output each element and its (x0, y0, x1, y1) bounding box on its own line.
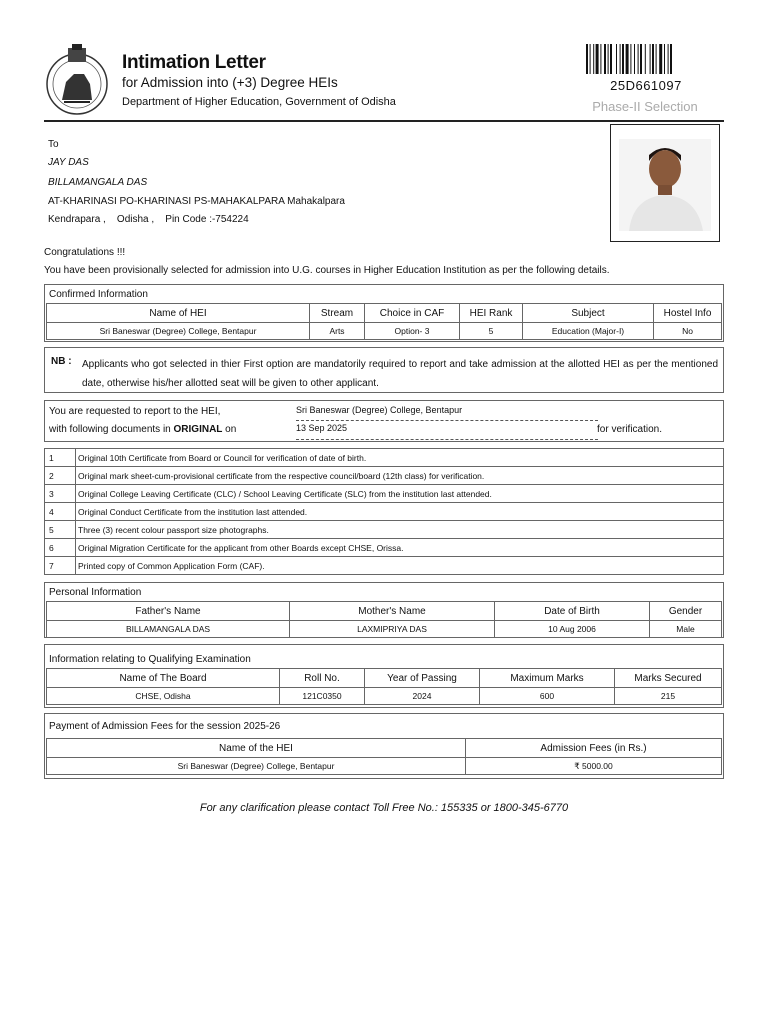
candidate-photo (610, 124, 720, 242)
report-suffix: for verification. (597, 424, 663, 435)
barcode-bar (610, 44, 612, 74)
doc-text: Three (3) recent colour passport size photographs. (76, 521, 724, 539)
col-header: Name of The Board (47, 669, 280, 688)
personal-info-section (44, 582, 724, 638)
table-row (47, 688, 722, 705)
table-row (45, 557, 724, 575)
table-cell: CHSE, Odisha (47, 688, 280, 705)
table-cell: Sri Baneswar (Degree) College, Bentapur (47, 758, 466, 775)
barcode-bar (645, 44, 646, 74)
barcode-bar (626, 44, 629, 74)
header-divider (44, 120, 724, 122)
documents-table (44, 448, 724, 575)
report-line-1: You are requested to report to the HEI, (49, 406, 221, 417)
nb-text: Applicants who got selected in thier First option are mandatorily required to report and take admission at the allotted HEI as per the mentioned date, otherwise his/her allotted seat will be given to other applicant. (82, 359, 718, 389)
col-header: Mother's Name (290, 602, 495, 621)
table-cell: Male (650, 621, 722, 638)
doc-text: Printed copy of Common Application Form (CAF). (76, 557, 724, 575)
odisha-emblem (44, 44, 110, 116)
section-title: Information relating to Qualifying Examination (49, 654, 251, 665)
barcode-bar (600, 44, 601, 74)
col-header: Admission Fees (in Rs.) (466, 739, 722, 758)
barcode-bar (620, 44, 621, 74)
table-row (47, 621, 722, 638)
doc-text: Original mark sheet-cum-provisional certificate from the respective council/board (12th class) for verification. (76, 467, 724, 485)
barcode-bar (622, 44, 624, 74)
col-header: Maximum Marks (480, 669, 615, 688)
doc-number: 1 (45, 449, 76, 467)
recipient-guardian: BILLAMANGALA DAS (48, 177, 148, 188)
doc-number: 3 (45, 485, 76, 503)
section-title: Confirmed Information (49, 289, 148, 300)
table-row (45, 467, 724, 485)
table-row (45, 521, 724, 539)
barcode-bar (590, 44, 591, 74)
table-cell: LAXMIPRIYA DAS (290, 621, 495, 638)
table-row (45, 449, 724, 467)
barcode-bar (652, 44, 654, 74)
report-instructions (44, 400, 724, 442)
doc-number: 7 (45, 557, 76, 575)
col-header: Name of the HEI (47, 739, 466, 758)
application-number: 25D661097 (610, 78, 682, 93)
table-cell: Option- 3 (365, 323, 460, 340)
table-cell: Arts (310, 323, 365, 340)
barcode-bar (586, 44, 588, 74)
barcode-bar (608, 44, 609, 74)
confirmed-info-table (46, 303, 722, 340)
barcode-bar (640, 44, 642, 74)
nb-label: NB : (51, 356, 72, 367)
barcode-bar (664, 44, 665, 74)
report-date: 13 Sep 2025 (296, 423, 598, 440)
phase-label: Phase-II Selection (592, 99, 698, 114)
qualifying-info-section (44, 644, 724, 708)
doc-number: 5 (45, 521, 76, 539)
confirmed-info-section (44, 284, 724, 342)
table-cell: 2024 (365, 688, 480, 705)
department-name: Department of Higher Education, Government of Odisha (122, 96, 396, 108)
col-header: Stream (310, 304, 365, 323)
barcode-bar (668, 44, 669, 74)
table-cell: No (654, 323, 722, 340)
barcode-bar (616, 44, 617, 74)
barcode-bar (659, 44, 662, 74)
table-row (47, 323, 722, 340)
nb-notice (44, 347, 724, 393)
table-row (45, 539, 724, 557)
doc-text: Original Conduct Certificate from the institution last attended. (76, 503, 724, 521)
contact-footer: For any clarification please contact Toll Free No.: 155335 or 1800-345-6770 (199, 802, 569, 814)
personal-info-table (46, 601, 722, 638)
table-row (47, 758, 722, 775)
report-line-2: with following documents in ORIGINAL on (49, 424, 237, 435)
doc-number: 2 (45, 467, 76, 485)
col-header: Year of Passing (365, 669, 480, 688)
table-cell: BILLAMANGALA DAS (47, 621, 290, 638)
table-row (45, 485, 724, 503)
payment-info-table (46, 738, 722, 775)
col-header: Hostel Info (654, 304, 722, 323)
col-header: Roll No. (280, 669, 365, 688)
table-cell: Sri Baneswar (Degree) College, Bentapur (47, 323, 310, 340)
barcode-bar (593, 44, 594, 74)
payment-info-section (44, 713, 724, 779)
table-row (45, 503, 724, 521)
barcode-bar (656, 44, 657, 74)
barcode-bar (638, 44, 639, 74)
col-header: Gender (650, 602, 722, 621)
doc-number: 4 (45, 503, 76, 521)
table-cell: 5 (460, 323, 523, 340)
col-header: HEI Rank (460, 304, 523, 323)
col-header: Marks Secured (615, 669, 722, 688)
table-cell: 600 (480, 688, 615, 705)
col-header: Father's Name (47, 602, 290, 621)
address-line-1: AT-KHARINASI PO-KHARINASI PS-MAHAKALPARA Mahakalpara (48, 196, 345, 207)
barcode-bar (630, 44, 631, 74)
table-cell: 121C0350 (280, 688, 365, 705)
col-header: Choice in CAF (365, 304, 460, 323)
barcode-bar (634, 44, 635, 74)
section-title: Personal Information (49, 587, 142, 598)
col-header: Subject (523, 304, 654, 323)
barcode-bar (596, 44, 599, 74)
section-title: Payment of Admission Fees for the session 2025-26 (49, 721, 281, 732)
table-cell: ₹ 5000.00 (466, 758, 722, 775)
barcode-bar (604, 44, 606, 74)
doc-number: 6 (45, 539, 76, 557)
doc-text: Original 10th Certificate from Board or Council for verification of date of birth. (76, 449, 724, 467)
table-cell: 10 Aug 2006 (495, 621, 650, 638)
table-cell: Education (Major-I) (523, 323, 654, 340)
report-hei: Sri Baneswar (Degree) College, Bentapur (296, 405, 598, 421)
barcode-bar (650, 44, 651, 74)
letter-subtitle: for Admission into (+3) Degree HEIs (122, 75, 338, 90)
doc-text: Original Migration Certificate for the applicant from other Boards except CHSE, Orissa. (76, 539, 724, 557)
col-header: Date of Birth (495, 602, 650, 621)
selection-message: You have been provisionally selected for admission into U.G. courses in Higher Education Institution as per the following details. (44, 265, 610, 276)
barcode-bar (670, 44, 672, 74)
congratulations-text: Congratulations !!! (44, 247, 126, 258)
letter-title: Intimation Letter (122, 52, 266, 73)
to-label: To (48, 139, 59, 150)
col-header: Name of HEI (47, 304, 310, 323)
address-line-2: Kendrapara , Odisha , Pin Code :-754224 (48, 214, 249, 225)
doc-text: Original College Leaving Certificate (CLC) / School Leaving Certificate (SLC) from the institution last attended. (76, 485, 724, 503)
barcode (586, 44, 698, 74)
table-cell: 215 (615, 688, 722, 705)
qualifying-info-table (46, 668, 722, 705)
recipient-name: JAY DAS (48, 157, 89, 168)
